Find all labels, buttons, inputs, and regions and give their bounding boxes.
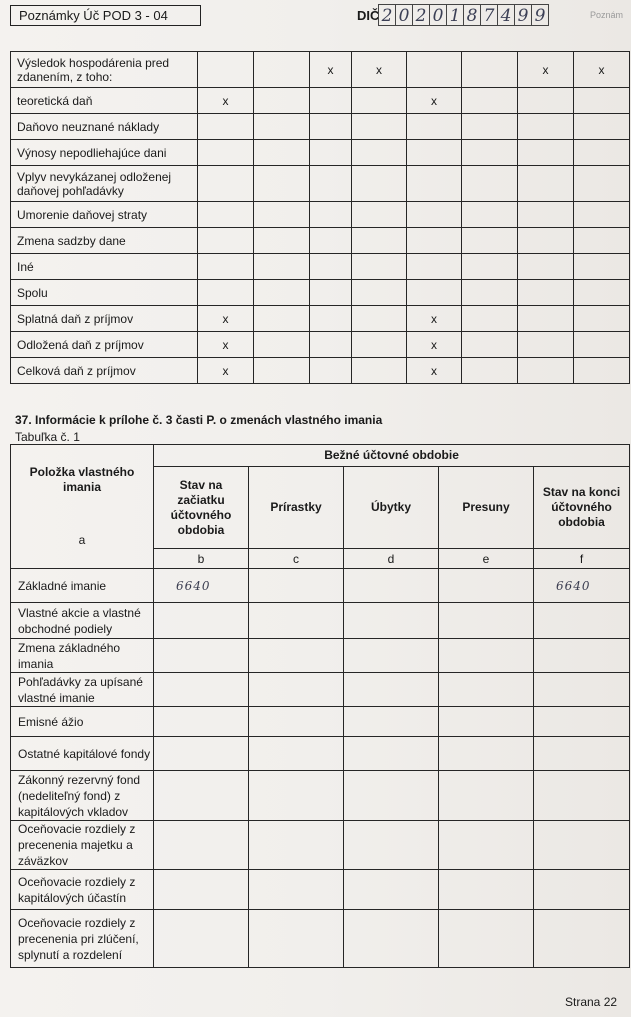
value-cell-d[interactable] <box>344 771 439 821</box>
row-label: Základné imanie <box>11 569 154 603</box>
section-37-title: 37. Informácie k prílohe č. 3 časti P. o zmenách vlastného imania <box>15 413 383 427</box>
value-cell[interactable]: x <box>198 332 254 358</box>
table-row <box>11 358 630 384</box>
table-row <box>11 280 630 306</box>
value-cell-c[interactable] <box>249 673 344 707</box>
value-cell[interactable] <box>462 88 518 114</box>
value-cell[interactable] <box>254 306 310 332</box>
value-cell[interactable] <box>407 166 462 202</box>
table-row <box>11 52 630 88</box>
col-header: Stav na konci účtovného obdobia <box>534 467 630 549</box>
table-row <box>11 114 630 140</box>
value-cell[interactable] <box>574 306 630 332</box>
dic-boxes <box>379 4 549 26</box>
value-cell-e[interactable] <box>439 569 534 603</box>
col-header-item <box>11 445 154 569</box>
value-cell[interactable] <box>462 114 518 140</box>
value-cell[interactable] <box>352 228 407 254</box>
form-label: Poznámky Úč POD 3 - 04 <box>10 5 201 26</box>
value-cell[interactable] <box>254 52 310 88</box>
table-row <box>11 603 630 639</box>
value-cell[interactable] <box>352 88 407 114</box>
value-cell-c[interactable] <box>249 821 344 870</box>
value-cell-b[interactable] <box>154 673 249 707</box>
value-cell[interactable]: x <box>310 52 352 88</box>
value-cell-c[interactable] <box>249 639 344 673</box>
value-cell[interactable]: x <box>198 306 254 332</box>
value-cell-d[interactable] <box>344 673 439 707</box>
value-cell[interactable] <box>198 228 254 254</box>
value-cell-f[interactable] <box>534 707 630 737</box>
value-cell[interactable] <box>574 228 630 254</box>
row-label: Oceňovacie rozdiely z kapitálových účastín <box>11 870 154 910</box>
row-label: teoretická daň <box>11 88 198 114</box>
value-cell-b[interactable] <box>154 910 249 968</box>
value-cell[interactable] <box>407 228 462 254</box>
value-cell-e[interactable] <box>439 821 534 870</box>
value-cell[interactable] <box>518 280 574 306</box>
value-cell-c[interactable] <box>249 737 344 771</box>
row-label: Odložená daň z príjmov <box>11 332 198 358</box>
value-cell[interactable] <box>254 114 310 140</box>
col-header: Prírastky <box>249 467 344 549</box>
value-cell[interactable] <box>254 166 310 202</box>
value-cell[interactable]: x <box>574 52 630 88</box>
dic-digit[interactable]: 2 <box>378 4 396 26</box>
value-cell-f[interactable]: 6640 <box>534 569 630 603</box>
value-cell[interactable]: x <box>407 332 462 358</box>
value-cell[interactable] <box>310 306 352 332</box>
value-cell[interactable] <box>254 358 310 384</box>
col-header: Presuny <box>439 467 534 549</box>
value-cell[interactable] <box>462 52 518 88</box>
dic-label: DIČ <box>357 8 380 23</box>
value-cell[interactable] <box>574 254 630 280</box>
row-label: Pohľadávky za upísané vlastné imanie <box>11 673 154 707</box>
value-cell[interactable] <box>352 280 407 306</box>
value-cell[interactable] <box>310 280 352 306</box>
value-cell-e[interactable] <box>439 673 534 707</box>
dic-digit[interactable]: 9 <box>531 4 549 26</box>
value-cell[interactable] <box>198 166 254 202</box>
row-label: Celková daň z príjmov <box>11 358 198 384</box>
value-cell[interactable] <box>574 332 630 358</box>
value-cell[interactable] <box>352 140 407 166</box>
value-cell[interactable] <box>352 166 407 202</box>
value-cell-f[interactable] <box>534 771 630 821</box>
tax-reconciliation-table <box>10 51 630 384</box>
row-label: Vplyv nevykázanej odloženej daňovej pohľadávky <box>11 166 198 202</box>
value-cell[interactable] <box>352 306 407 332</box>
value-cell[interactable] <box>574 166 630 202</box>
row-label: Iné <box>11 254 198 280</box>
value-cell[interactable]: x <box>352 52 407 88</box>
col-letter: a <box>78 533 86 547</box>
table-row <box>11 202 630 228</box>
row-label: Spolu <box>11 280 198 306</box>
value-cell[interactable] <box>254 332 310 358</box>
value-cell[interactable] <box>254 254 310 280</box>
row-label: Emisné ážio <box>11 707 154 737</box>
table-row <box>11 821 630 870</box>
value-cell-e[interactable] <box>439 771 534 821</box>
value-cell[interactable] <box>574 202 630 228</box>
value-cell[interactable] <box>574 114 630 140</box>
table-row <box>11 673 630 707</box>
value-cell-b[interactable] <box>154 870 249 910</box>
table-row <box>11 639 630 673</box>
row-label: Vlastné akcie a vlastné obchodné podiely <box>11 603 154 639</box>
value-cell[interactable] <box>407 140 462 166</box>
value-cell[interactable] <box>310 166 352 202</box>
row-label: Zákonný rezervný fond (nedeliteľný fond) z kapitálových vkladov <box>11 771 154 821</box>
value-cell[interactable] <box>310 114 352 140</box>
col-letter: f <box>534 549 630 569</box>
row-label: Oceňovacie rozdiely z precenenia pri zlúčení, splynutí a rozdelení <box>11 910 154 968</box>
value-cell-c[interactable] <box>249 910 344 968</box>
value-cell[interactable] <box>518 332 574 358</box>
value-cell-b[interactable] <box>154 821 249 870</box>
value-cell-b[interactable] <box>154 603 249 639</box>
row-label: Splatná daň z príjmov <box>11 306 198 332</box>
value-cell[interactable] <box>310 254 352 280</box>
value-cell[interactable]: x <box>407 88 462 114</box>
col-letter: b <box>154 549 249 569</box>
value-cell-d[interactable] <box>344 870 439 910</box>
col-letter: e <box>439 549 534 569</box>
value-cell[interactable] <box>352 202 407 228</box>
row-label: Zmena sadzby dane <box>11 228 198 254</box>
value-cell[interactable] <box>352 332 407 358</box>
row-label: Výsledok hospodárenia pred zdanením, z toho: <box>11 52 198 88</box>
value-cell-b[interactable] <box>154 771 249 821</box>
value-cell-f[interactable] <box>534 737 630 771</box>
table-caption: Tabuľka č. 1 <box>15 430 80 444</box>
value-cell[interactable] <box>518 202 574 228</box>
value-cell-f[interactable] <box>534 870 630 910</box>
col-header-item-text: Položka vlastného imania <box>29 465 135 494</box>
value-cell[interactable] <box>462 254 518 280</box>
value-cell-f[interactable] <box>534 821 630 870</box>
value-cell[interactable] <box>198 202 254 228</box>
value-cell[interactable] <box>198 280 254 306</box>
value-cell[interactable] <box>462 228 518 254</box>
value-cell-b[interactable]: 6640 <box>154 569 249 603</box>
table-row <box>11 870 630 910</box>
value-cell[interactable] <box>462 306 518 332</box>
value-cell[interactable] <box>254 88 310 114</box>
value-cell-d[interactable] <box>344 910 439 968</box>
value-cell[interactable] <box>574 140 630 166</box>
value-cell[interactable]: x <box>407 306 462 332</box>
value-cell[interactable] <box>518 358 574 384</box>
value-cell[interactable] <box>310 228 352 254</box>
value-cell[interactable] <box>198 52 254 88</box>
value-cell-b[interactable] <box>154 639 249 673</box>
value-cell[interactable] <box>574 88 630 114</box>
value-cell[interactable] <box>310 202 352 228</box>
table-row <box>11 737 630 771</box>
value-cell[interactable] <box>462 166 518 202</box>
value-cell[interactable] <box>310 140 352 166</box>
group-header: Bežné účtovné obdobie <box>154 445 630 467</box>
table-row <box>11 88 630 114</box>
value-cell[interactable] <box>198 114 254 140</box>
dic-digit[interactable]: 1 <box>446 4 464 26</box>
value-cell-b[interactable] <box>154 707 249 737</box>
col-letter: c <box>249 549 344 569</box>
value-cell[interactable] <box>518 228 574 254</box>
table-row <box>11 254 630 280</box>
value-cell[interactable] <box>518 306 574 332</box>
dic-digit[interactable]: 2 <box>412 4 430 26</box>
value-cell[interactable] <box>254 280 310 306</box>
value-cell-d[interactable] <box>344 821 439 870</box>
value-cell[interactable] <box>254 140 310 166</box>
value-cell-e[interactable] <box>439 737 534 771</box>
page-number: Strana 22 <box>565 995 618 1009</box>
bleed-through-text: Poznám <box>590 10 624 20</box>
value-cell-c[interactable] <box>249 603 344 639</box>
value-cell[interactable] <box>462 280 518 306</box>
table-row <box>11 707 630 737</box>
value-cell[interactable]: x <box>407 358 462 384</box>
value-cell-c[interactable] <box>249 870 344 910</box>
value-cell-e[interactable] <box>439 707 534 737</box>
row-label: Umorenie daňovej straty <box>11 202 198 228</box>
value-cell[interactable] <box>407 280 462 306</box>
value-cell[interactable] <box>462 358 518 384</box>
row-label: Daňovo neuznané náklady <box>11 114 198 140</box>
equity-changes-table <box>10 444 630 968</box>
value-cell-e[interactable] <box>439 603 534 639</box>
value-cell[interactable] <box>407 254 462 280</box>
row-label: Výnosy nepodliehajúce dani <box>11 140 198 166</box>
value-cell[interactable]: x <box>198 358 254 384</box>
value-cell[interactable] <box>352 358 407 384</box>
value-cell[interactable] <box>254 202 310 228</box>
row-label: Ostatné kapitálové fondy <box>11 737 154 771</box>
value-cell[interactable] <box>352 114 407 140</box>
value-cell[interactable] <box>407 52 462 88</box>
value-cell[interactable] <box>407 114 462 140</box>
dic-digit[interactable]: 9 <box>514 4 532 26</box>
value-cell[interactable] <box>518 254 574 280</box>
col-letter: d <box>344 549 439 569</box>
value-cell[interactable] <box>518 114 574 140</box>
value-cell-f[interactable] <box>534 910 630 968</box>
value-cell-d[interactable] <box>344 603 439 639</box>
value-cell[interactable] <box>574 358 630 384</box>
table-row <box>11 569 630 603</box>
table-row <box>11 306 630 332</box>
value-cell-f[interactable] <box>534 639 630 673</box>
value-cell-c[interactable] <box>249 569 344 603</box>
value-cell-f[interactable] <box>534 603 630 639</box>
value-cell-c[interactable] <box>249 707 344 737</box>
col-header: Úbytky <box>344 467 439 549</box>
dic-digit[interactable]: 0 <box>429 4 447 26</box>
value-cell[interactable] <box>198 140 254 166</box>
value-cell[interactable] <box>198 254 254 280</box>
value-cell-e[interactable] <box>439 910 534 968</box>
value-cell[interactable] <box>518 140 574 166</box>
value-cell-c[interactable] <box>249 771 344 821</box>
value-cell[interactable] <box>462 332 518 358</box>
value-cell[interactable] <box>310 332 352 358</box>
value-cell-f[interactable] <box>534 673 630 707</box>
value-cell[interactable] <box>407 202 462 228</box>
value-cell-d[interactable] <box>344 639 439 673</box>
table-row <box>11 166 630 202</box>
table-row <box>11 228 630 254</box>
value-cell[interactable] <box>462 140 518 166</box>
table-row <box>11 332 630 358</box>
value-cell-d[interactable] <box>344 569 439 603</box>
col-header: Stav na začiatku účtovného obdobia <box>154 467 249 549</box>
table-row <box>11 910 630 968</box>
row-label: Zmena základného imania <box>11 639 154 673</box>
row-label: Oceňovacie rozdiely z precenenia majetku a záväzkov <box>11 821 154 870</box>
value-cell-e[interactable] <box>439 639 534 673</box>
table-row <box>11 140 630 166</box>
value-cell[interactable] <box>310 88 352 114</box>
value-cell[interactable] <box>352 254 407 280</box>
value-cell-e[interactable] <box>439 870 534 910</box>
value-cell[interactable] <box>310 358 352 384</box>
value-cell[interactable] <box>518 166 574 202</box>
value-cell-b[interactable] <box>154 737 249 771</box>
value-cell[interactable]: x <box>518 52 574 88</box>
dic-digit[interactable]: 0 <box>395 4 413 26</box>
table-row <box>11 771 630 821</box>
dic-digit[interactable]: 4 <box>497 4 515 26</box>
dic-digit[interactable]: 8 <box>463 4 481 26</box>
value-cell[interactable] <box>462 202 518 228</box>
value-cell[interactable] <box>254 228 310 254</box>
dic-digit[interactable]: 7 <box>480 4 498 26</box>
value-cell[interactable] <box>574 280 630 306</box>
value-cell[interactable] <box>518 88 574 114</box>
value-cell[interactable]: x <box>198 88 254 114</box>
value-cell-d[interactable] <box>344 707 439 737</box>
value-cell-d[interactable] <box>344 737 439 771</box>
